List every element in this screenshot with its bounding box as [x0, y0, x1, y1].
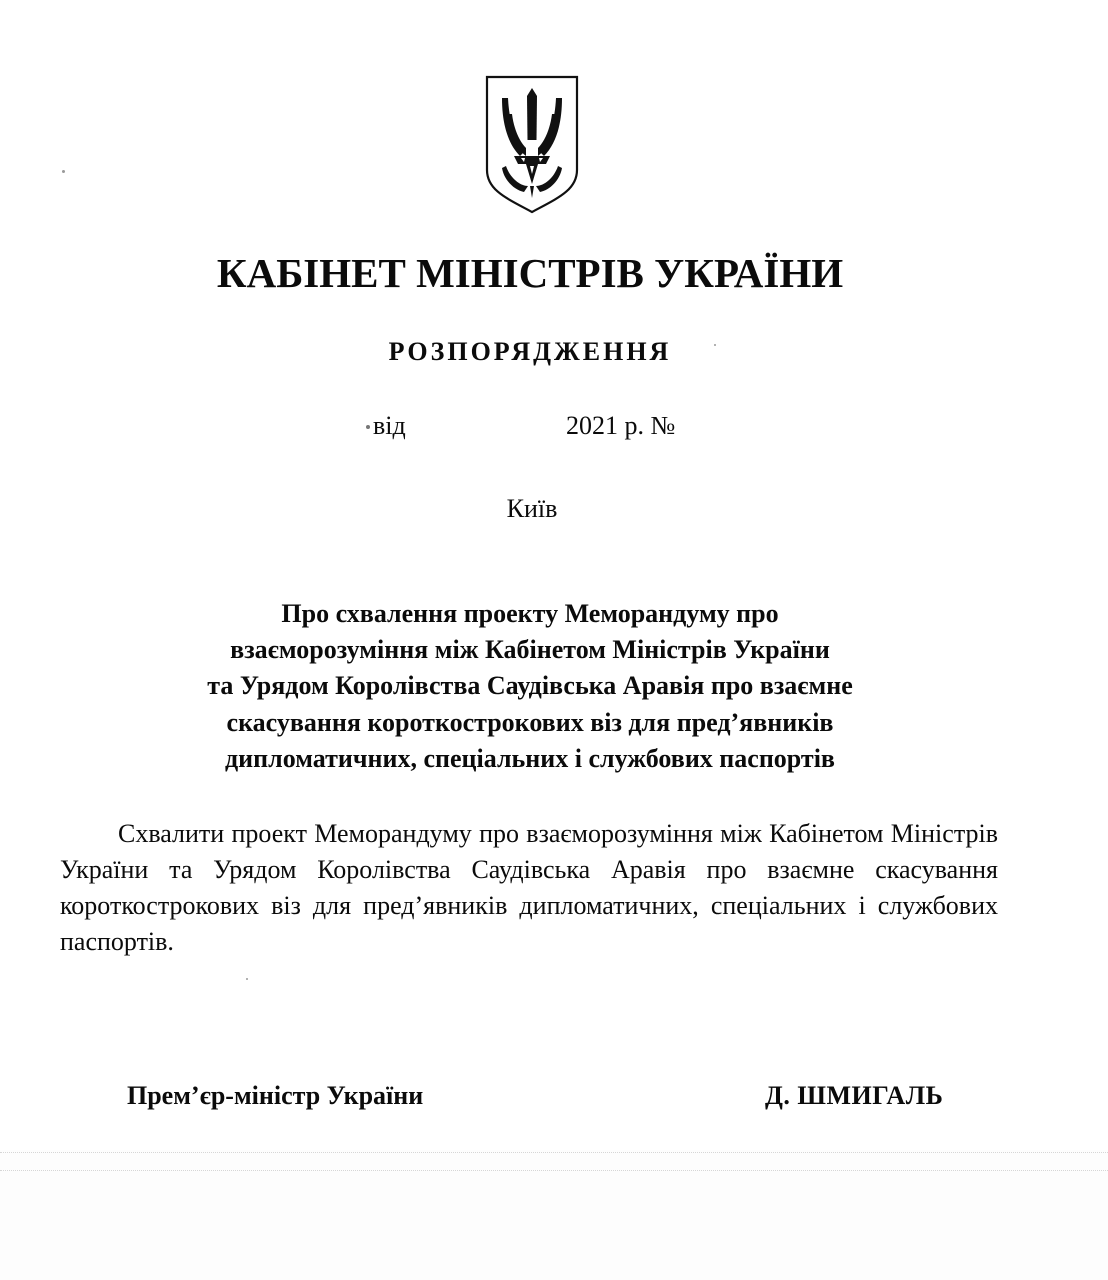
title-line: Про схвалення проекту Меморандуму про — [281, 599, 779, 628]
scan-artifact-line — [0, 1152, 1108, 1153]
body-paragraph: Схвалити проект Меморандуму про взаєморозуміння між Кабінетом Міністрів України та Урядом Королівства Саудівська Аравія про взаємне скасування короткострокових віз для пред’явників дипломатичних, спеціальних і службових паспортів. — [60, 819, 998, 956]
document-title — [150, 596, 910, 777]
scan-speck — [714, 344, 716, 346]
title-line: скасування короткострокових віз для пред’явників — [226, 707, 834, 737]
scan-speck — [246, 978, 248, 980]
scan-artifact-line — [0, 1170, 1108, 1171]
city-line — [0, 491, 1108, 527]
signatory-position: Прем’єр-міністр України — [127, 1081, 424, 1110]
title-line: дипломатичних, спеціальних і службових паспортів — [225, 743, 835, 773]
document-type-text: РОЗПОРЯДЖЕННЯ — [388, 337, 672, 366]
scan-speck — [62, 170, 65, 173]
date-year-number: 2021 р. № — [566, 411, 676, 440]
tryzub-icon — [484, 74, 580, 214]
institution-heading — [0, 246, 1108, 300]
city-text: Київ — [506, 494, 558, 523]
title-line: та Урядом Королівства Саудівська Аравія про взаємне — [207, 671, 853, 701]
date-from-label: від — [373, 411, 406, 440]
document-type-heading — [0, 334, 1108, 370]
title-line: взаєморозуміння між Кабінетом Міністрів України — [230, 635, 830, 665]
institution-heading-text: КАБІНЕТ МІНІСТРІВ УКРАЇНИ — [216, 250, 844, 296]
signatory-name: Д. ШМИГАЛЬ — [765, 1081, 944, 1110]
coat-of-arms-emblem — [484, 74, 580, 214]
scan-speck — [366, 425, 370, 429]
